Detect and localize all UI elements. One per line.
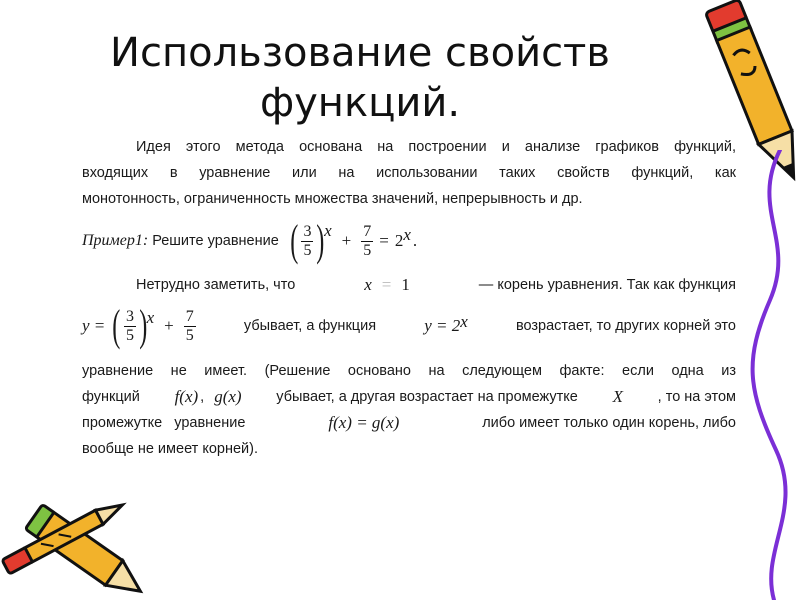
function-expression: y = ( $\frac{3}{5}$ ) x + $\frac{7}{5}$ (82, 301, 194, 350)
example-text: Решите уравнение (152, 233, 279, 249)
solution-line: уравнение не имеет. (Решение основано на следующем факте: если одна из (82, 363, 736, 379)
intro-line: входящих в уравнение или на использовании таких свойств функций, как (82, 165, 736, 181)
fraction: $\frac{3}{5}$ (303, 222, 312, 259)
rhs-base: 2 (394, 231, 404, 250)
period: . (412, 231, 418, 250)
equals-sign: = (379, 231, 389, 250)
purple-squiggle-icon (740, 150, 800, 600)
rhs-exponent: x (403, 225, 411, 244)
solution-line-1 (82, 272, 736, 298)
plus-sign: + (341, 231, 352, 250)
solution-text: Нетрудно заметить, что (136, 277, 296, 293)
solution-line-2 (82, 300, 736, 352)
fraction: $\frac{7}{5}$ (363, 222, 372, 259)
solution-text: возрастает, то других корней это (515, 318, 736, 334)
example-row (82, 218, 736, 264)
title-line-2: функций. (259, 80, 461, 126)
title-line-1: Использование свойств (110, 30, 610, 76)
example-equation: ( $\frac{3}{5}$ ) x + $\frac{7}{5}$ = 2 x . (290, 216, 418, 265)
intro-line: монотонность, ограниченность множества значений, непрерывность и др. (82, 191, 583, 207)
exponent: x (324, 221, 332, 240)
intro-line: Идея этого метода основана на построении и анализе графиков функций, (136, 139, 736, 155)
solution-paragraph (82, 358, 736, 462)
math-expression: x = 1 (364, 275, 410, 294)
example-label: Пример1: (82, 232, 149, 249)
slide-title (80, 28, 640, 128)
solution-line: вообще не имеет корней). (82, 441, 258, 457)
solution-line: функций f(x) , g(x) убывает, а другая возрастает на промежутке X , то на этом (82, 387, 736, 406)
solution-line: промежутке уравнение f(x) = g(x) либо имеет только один корень, либо (82, 413, 736, 432)
solution-text: убывает, а функция (243, 318, 377, 334)
intro-paragraph (82, 134, 736, 212)
function-expression: y = 2 x (424, 312, 468, 335)
pencils-icon (0, 478, 150, 600)
solution-text: — корень уравнения. Так как функция (478, 277, 736, 293)
